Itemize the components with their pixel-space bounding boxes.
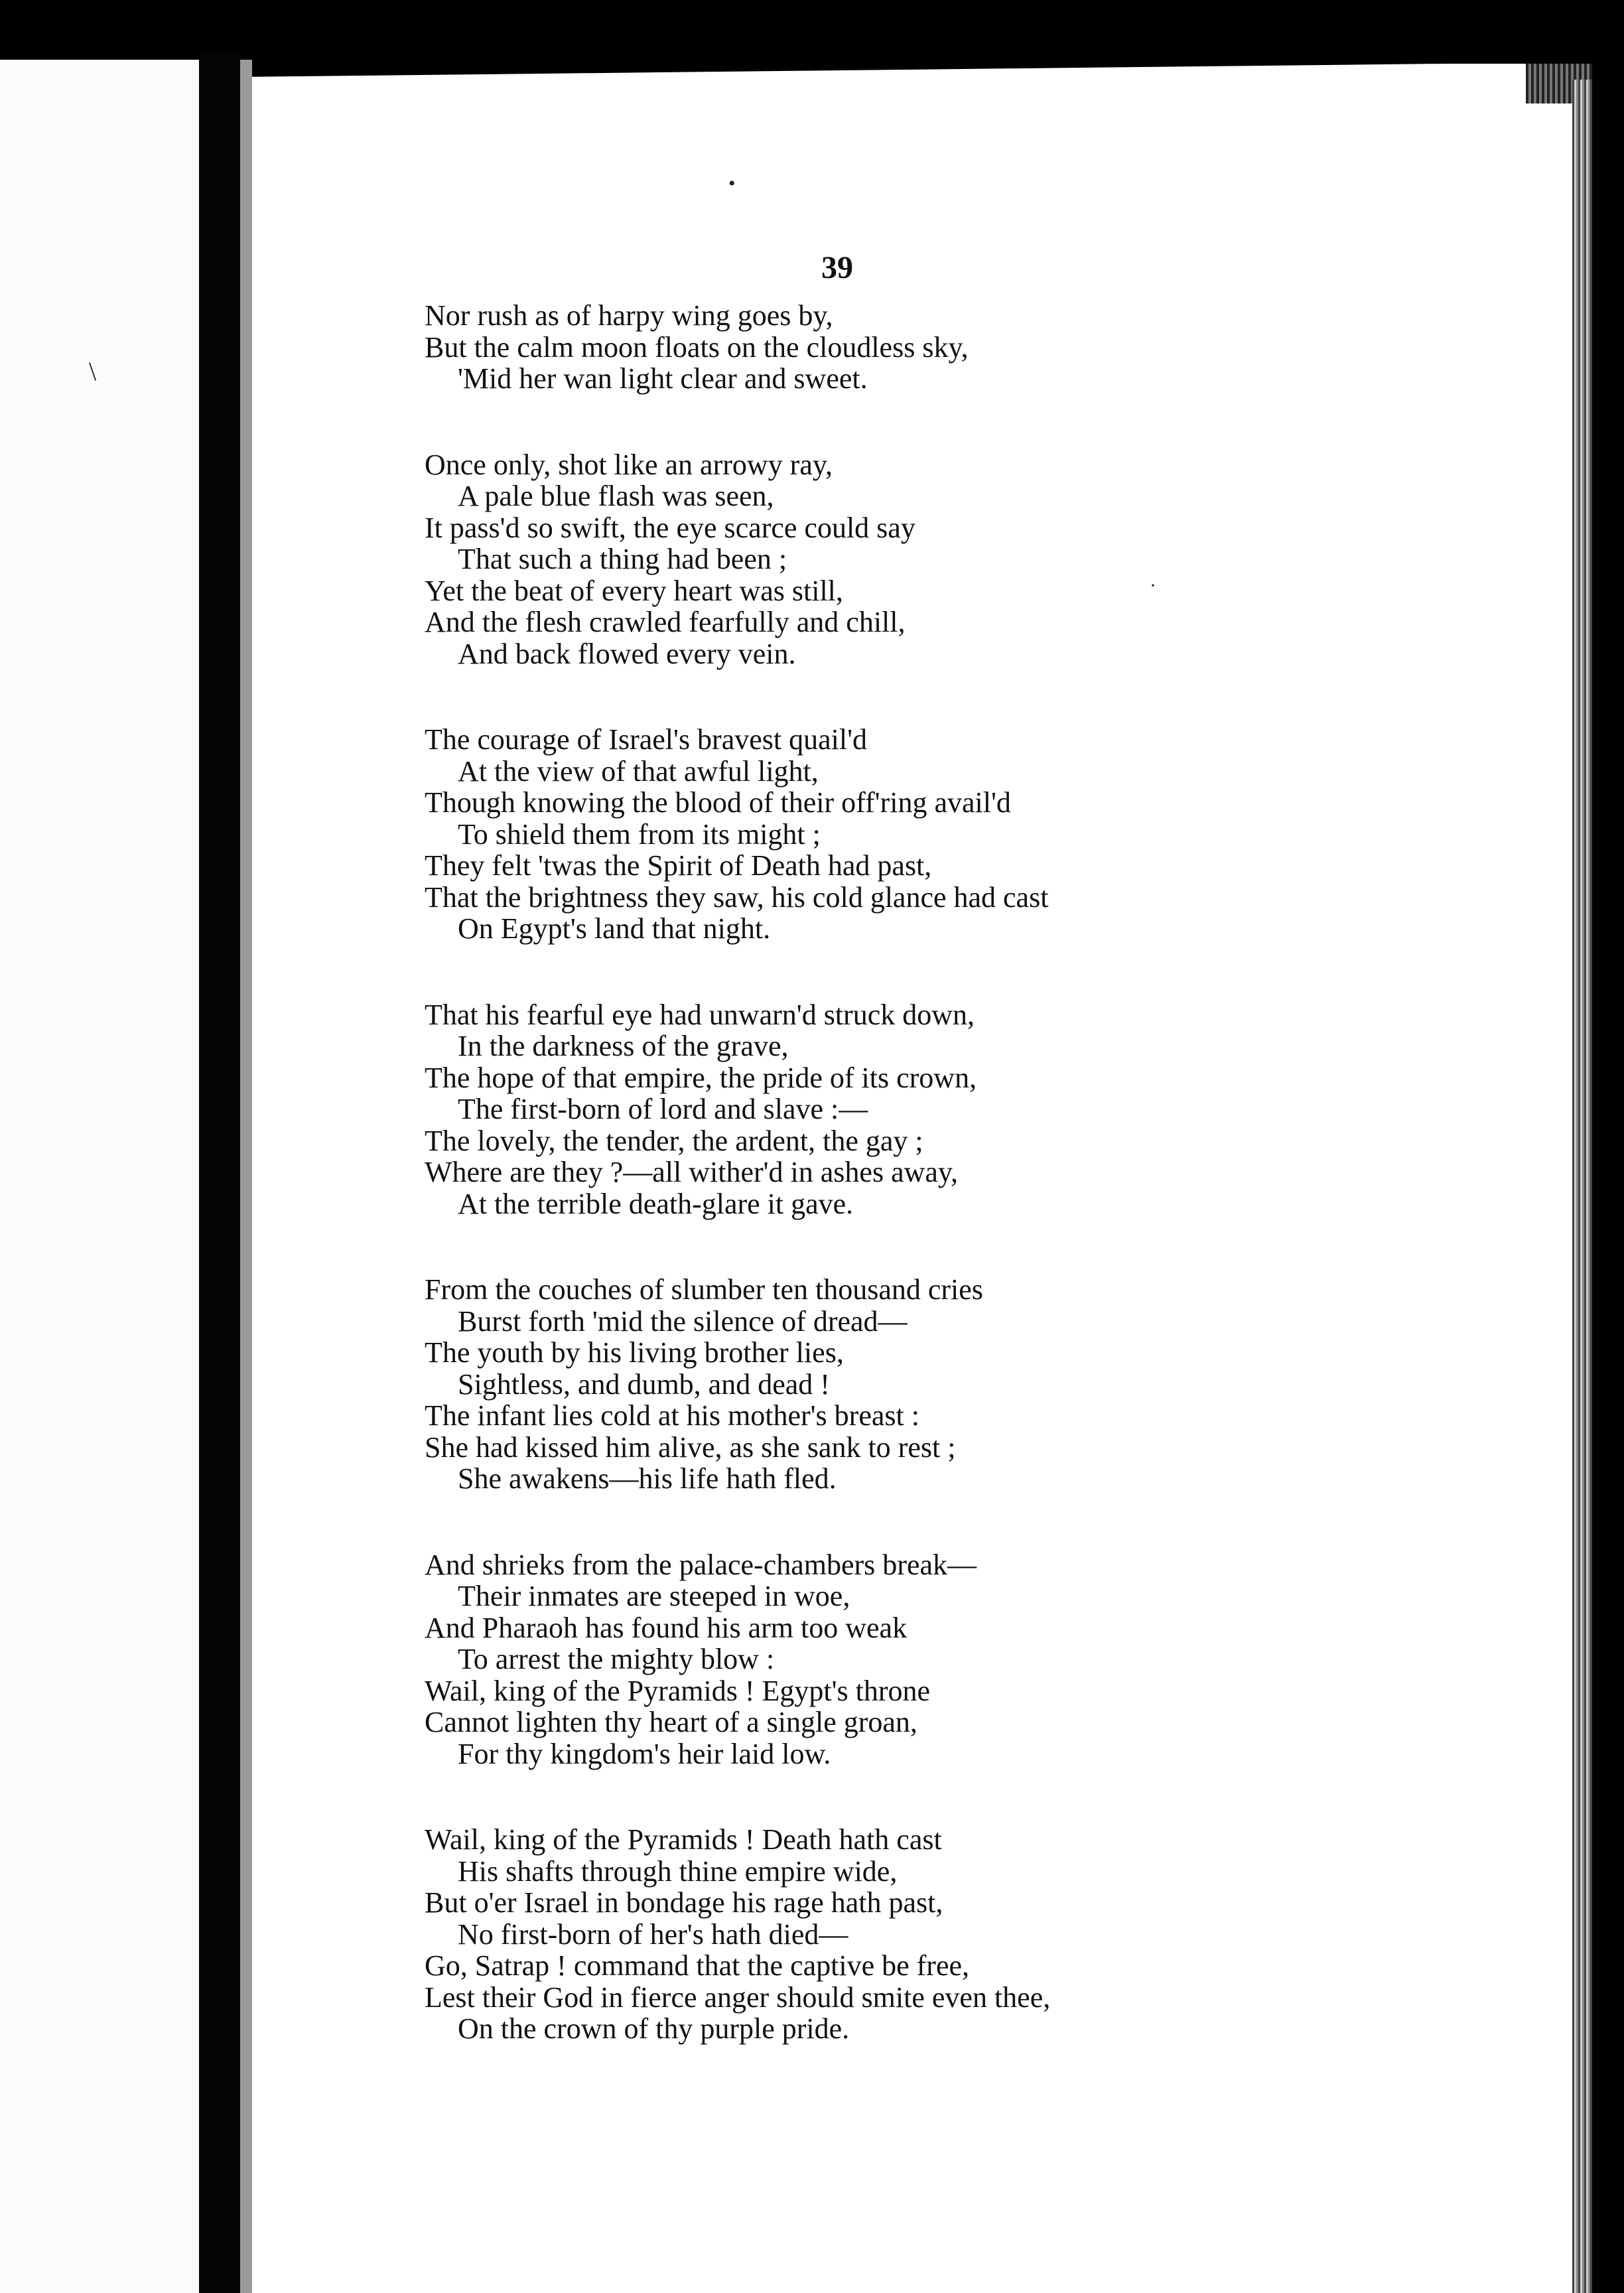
poem-line: Though knowing the blood of their off'ring avail'd [425, 786, 1011, 819]
scan-right-border [1592, 0, 1624, 2293]
poem-body [425, 300, 1287, 2099]
poem-line: Nor rush as of harpy wing goes by, [425, 299, 833, 332]
poem-line: But o'er Israel in bondage his rage hath past, [425, 1886, 943, 1919]
poem-line: Where are they ?—all wither'd in ashes away, [425, 1156, 959, 1188]
poem-line: Yet the beat of every heart was still, [425, 574, 843, 607]
poem-line: That his fearful eye had unwarn'd struck down, [425, 998, 975, 1031]
stanza [425, 1549, 1287, 1770]
poem-line: Lest their God in fierce anger should smite even thee, [425, 1980, 1051, 2014]
poem-line: No first-born of her's hath died— [458, 1917, 848, 1951]
poem-line: The courage of Israel's bravest quail'd [425, 723, 868, 756]
poem-line: They felt 'twas the Spirit of Death had past, [425, 849, 932, 882]
poem-line: And shrieks from the palace-chambers break— [425, 1548, 977, 1581]
poem-line: She awakens—his life hath fled. [458, 1462, 837, 1495]
stanza [425, 724, 1287, 945]
poem-line: Cannot lighten thy heart of a single groan, [425, 1706, 917, 1738]
poem-line: That the brightness they saw, his cold glance had cast [425, 880, 1049, 914]
poem-line: In the darkness of the grave, [458, 1030, 789, 1062]
poem-line: 'Mid her wan light clear and sweet. [458, 362, 868, 395]
poem-line: That such a thing had been ; [458, 543, 787, 575]
poem-line: At the terrible death-glare it gave. [458, 1187, 854, 1220]
poem-line: Sightless, and dumb, and dead ! [458, 1367, 830, 1401]
poem-line: The youth by his living brother lies, [425, 1336, 844, 1369]
scan-top-border [0, 0, 1624, 64]
page-number: 39 [821, 250, 853, 285]
poem-line: To shield them from its might ; [458, 817, 821, 851]
poem-line: For thy kingdom's heir laid low. [458, 1737, 831, 1770]
poem-line: And Pharaoh has found his arm too weak [425, 1611, 908, 1644]
poem-line: The hope of that empire, the pride of its crown, [425, 1061, 977, 1094]
page-stack-edge [1572, 80, 1592, 2293]
poem-line: Wail, king of the Pyramids ! Death hath cast [425, 1823, 942, 1856]
stanza [425, 1824, 1287, 2045]
poem-line: She had kissed him alive, as she sank to rest ; [425, 1430, 956, 1464]
stanza [425, 300, 1287, 395]
print-speck: • [728, 173, 736, 194]
print-speck: · [1150, 575, 1156, 596]
poem-line: On Egypt's land that night. [458, 912, 771, 945]
poem-line: His shafts through thine empire wide, [458, 1854, 898, 1888]
poem-line: Their inmates are steeped in woe, [458, 1580, 850, 1612]
poem-line: On the crown of thy purple pride. [458, 2012, 850, 2045]
stanza [425, 1274, 1287, 1495]
poem-line: Burst forth 'mid the silence of dread— [458, 1304, 908, 1338]
stanza [425, 999, 1287, 1220]
poem-line: The lovely, the tender, the ardent, the gay ; [425, 1124, 923, 1157]
poem-line: At the view of that awful light, [458, 754, 819, 788]
stanza [425, 449, 1287, 670]
facing-page-edge [0, 60, 199, 2293]
gutter-shadow [240, 60, 252, 2293]
poem-line: The first-born of lord and slave :— [458, 1093, 868, 1125]
poem-line: The infant lies cold at his mother's breast : [425, 1399, 919, 1432]
print-speck: \ [89, 356, 97, 386]
poem-line: And the flesh crawled fearfully and chill, [425, 606, 906, 638]
poem-line: Once only, shot like an arrowy ray, [425, 448, 833, 481]
poem-line: But the calm moon floats on the cloudless sky, [425, 330, 969, 364]
poem-line: A pale blue flash was seen, [458, 480, 774, 512]
poem-line: It pass'd so swift, the eye scarce could say [425, 511, 915, 544]
book-gutter [199, 53, 240, 2293]
poem-line: Wail, king of the Pyramids ! Egypt's throne [425, 1674, 931, 1707]
poem-line: To arrest the mighty blow : [458, 1643, 775, 1675]
poem-line: From the couches of slumber ten thousand cries [425, 1273, 983, 1306]
poem-line: Go, Satrap ! command that the captive be free, [425, 1949, 970, 1982]
poem-line: And back flowed every vein. [458, 637, 796, 670]
